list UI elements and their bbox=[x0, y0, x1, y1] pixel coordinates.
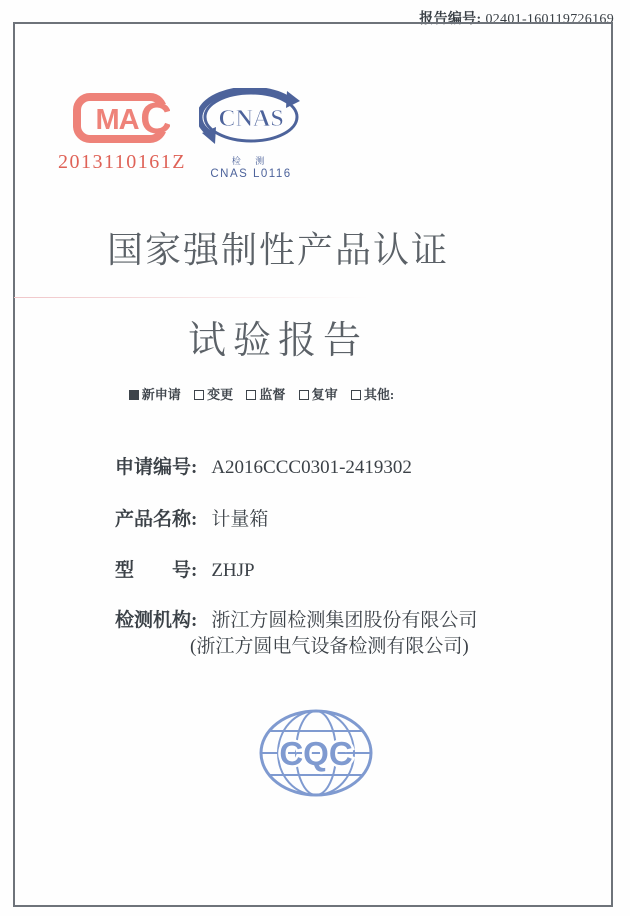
field-model bbox=[115, 555, 255, 582]
cma-logo-icon bbox=[70, 92, 170, 144]
option-label: 复审 bbox=[311, 387, 338, 402]
field-product-name bbox=[115, 504, 268, 531]
field-label: 型 号: bbox=[115, 560, 198, 581]
field-test-organization bbox=[115, 605, 477, 632]
option-supervision bbox=[246, 387, 285, 402]
option-label: 变更 bbox=[207, 387, 234, 402]
cma-registration-number: 2013110161Z bbox=[58, 151, 186, 173]
field-label: 产品名称: bbox=[115, 509, 198, 530]
page-title-line1: 国家强制性产品认证 bbox=[106, 230, 449, 270]
option-label: 新申请 bbox=[141, 387, 181, 402]
field-label: 检测机构: bbox=[115, 610, 198, 631]
cqc-globe-icon bbox=[257, 707, 375, 799]
cqc-acronym: CQC bbox=[279, 735, 353, 772]
field-value: 计量箱 bbox=[211, 509, 269, 530]
option-other bbox=[351, 387, 394, 402]
checkbox-filled-icon bbox=[129, 390, 139, 400]
field-application-number bbox=[115, 452, 412, 479]
cma-letters-ma: MA bbox=[95, 104, 139, 136]
field-value: ZHJP bbox=[211, 560, 255, 581]
cnas-accreditation-mark bbox=[196, 88, 306, 180]
option-new-application bbox=[129, 387, 181, 402]
option-review bbox=[299, 387, 338, 402]
option-label: 其他: bbox=[363, 387, 395, 402]
checkbox-empty-icon bbox=[246, 390, 256, 400]
cnas-category-label: 检 测 bbox=[231, 156, 271, 166]
cnas-logo-icon bbox=[199, 88, 303, 148]
cnas-lab-code: CNAS L0116 bbox=[210, 168, 292, 180]
option-label: 监督 bbox=[259, 387, 286, 402]
field-test-organization-alt: (浙江方圆电气设备检测有限公司) bbox=[190, 636, 469, 657]
application-type-row bbox=[13, 384, 510, 403]
field-label: 申请编号: bbox=[115, 457, 198, 478]
checkbox-empty-icon bbox=[299, 390, 309, 400]
field-value: A2016CCC0301-2419302 bbox=[211, 457, 412, 478]
option-change bbox=[194, 387, 233, 402]
report-number-value: 02401-160119726169 bbox=[485, 12, 614, 27]
checkbox-empty-icon bbox=[351, 390, 361, 400]
cnas-acronym: CNAS bbox=[218, 106, 284, 132]
cma-accreditation-mark bbox=[58, 92, 186, 174]
cqc-logo bbox=[257, 707, 375, 804]
cma-letter-c: C bbox=[140, 94, 170, 143]
field-value: 浙江方圆检测集团股份有限公司 bbox=[211, 610, 478, 631]
report-number-label: 报告编号: bbox=[419, 12, 482, 27]
checkbox-empty-icon bbox=[194, 390, 204, 400]
scan-artifact-line bbox=[14, 297, 370, 298]
page-title-line2: 试验报告 bbox=[187, 320, 368, 362]
